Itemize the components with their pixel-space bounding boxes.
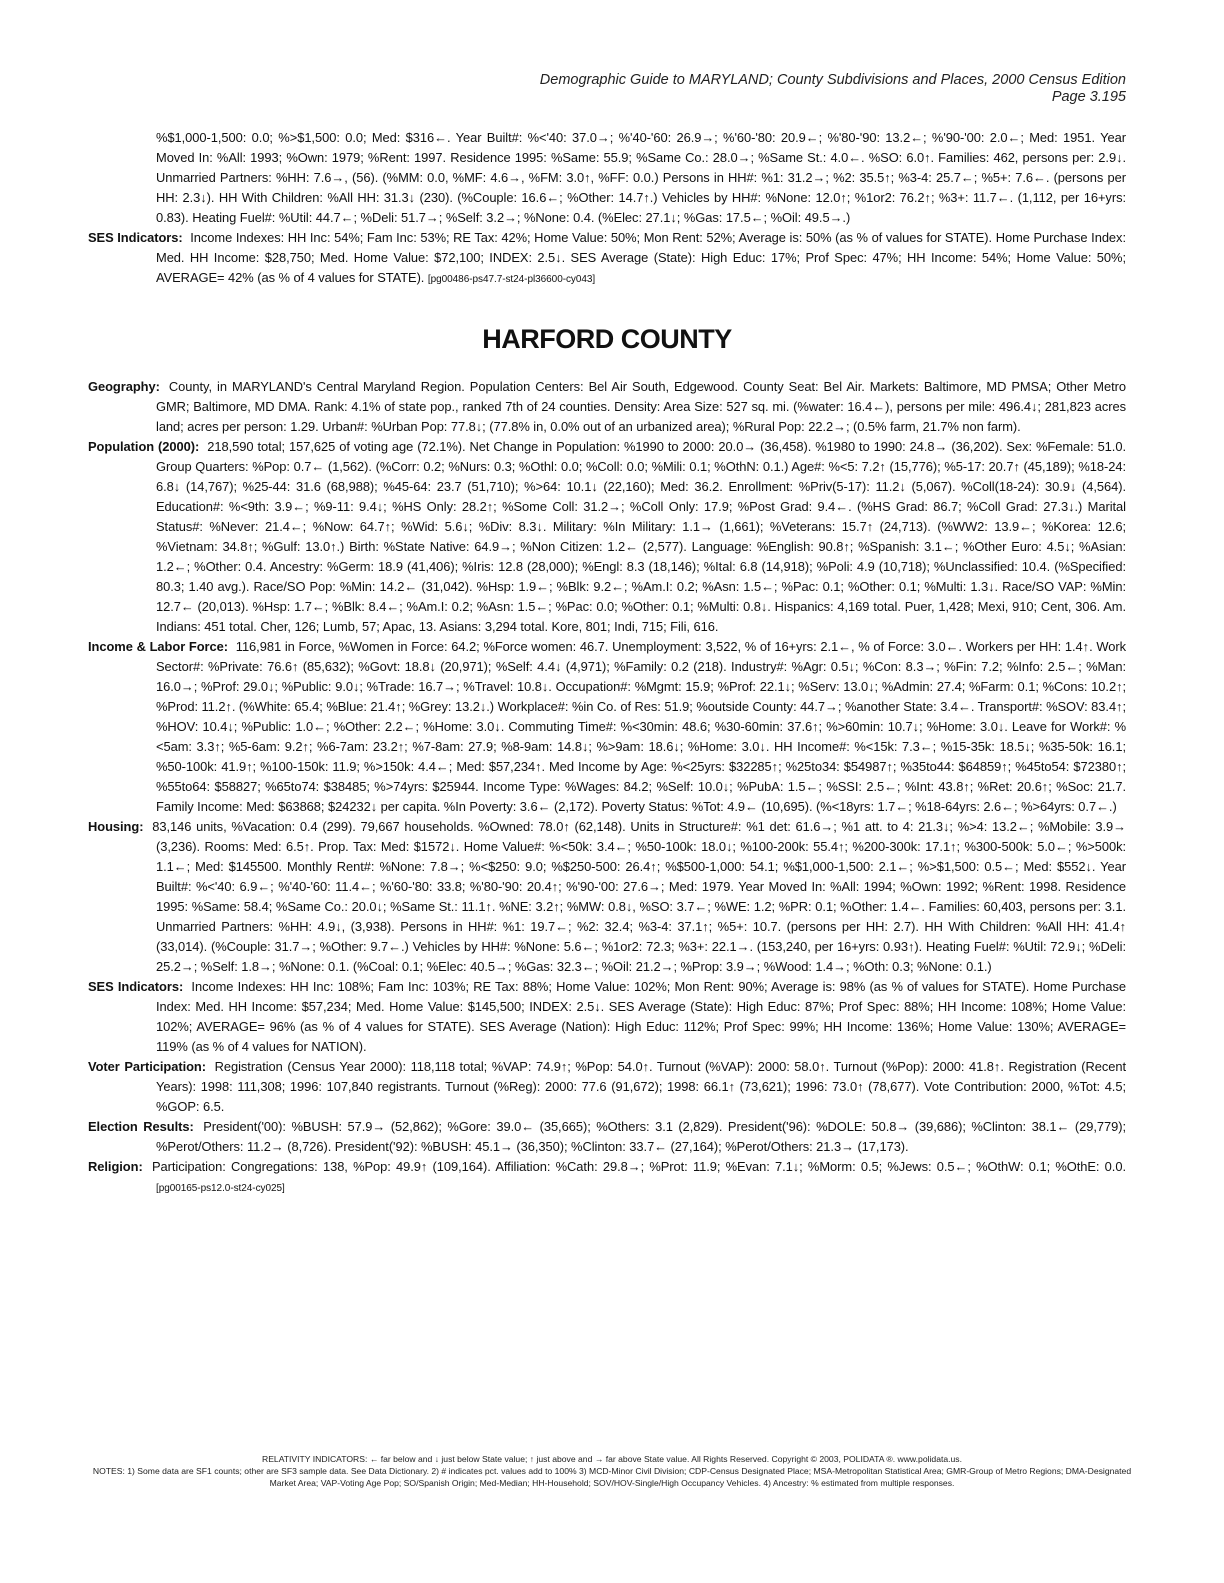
section-text: 218,590 total; 157,625 of voting age (72.1%). Net Change in Population: %1990 to 2000: 20.0→ (36,458). %1980 to 1990: 24.8→ (36,202). Sex: %Female: 51.0. Group Quarters: %Pop: 0.7← (1,562). (%Corr: 0.2; %Nurs: 0.3; %Othl: 0.0; %Coll: 0.0; %Mili: 0.1; %OthN: 0.1.) Age#: %<5: 7.2↑ (15,776); %5-17: 20.7↑ (45,189); %18-24: 6.8↓ (14,767); %25-44: 31.6 (68,988); %45-64: 23.7 (51,710); %>64: 10.1↓ (22,160); Med: 36.2. Enrollment: %Priv(5-17): 11.2↓ (5,067). %Coll(18-24): 30.9↓ (4,564). Education#: %<9th: 3.9←; %9-11: 9.4↓; %HS Only: 28.2↑; %Some Coll: 31.2→; %Coll Only: 17.9; %Post Grad: 9.4←. (%HS Grad: 86.7; %Coll Grad: 27.3↓.) Marital Status#: %Never: 21.4←; %Now: 64.7↑; %Wid: 5.6↓; %Div: 8.3↓. Military: %In Military: 1.1→ (1,661); %Veterans: 15.7↑ (24,713). (%WW2: 13.9←; %Korea: 12.6; %Vietnam: 34.8↑; %Gulf: 13.0↑.) Birth: %State Native: 64.9→; %Non Citizen: 1.2← (2,577). Language: %English: 90.8↑; %Spanish: 3.1←; %Other Euro: 4.5↓; %Asian: 1.2←; %Other: 0.4. Ancestry: %Germ: 18.9 (41,406); %Iris: 12.8 (28,000); %Engl: 8.3 (18,146); %Ital: 6.8 (14,918); %Poli: 4.9 (10,718); %Unclassified: 10.4. (%Specified: 80.3; 1.40 avg.). Race/SO Pop: %Min: 14.2← (31,042). %Hsp: 1.9←; %Blk: 9.2←; %Am.I: 0.2; %Asn: 1.5←; %Pac: 0.1; %Other: 0.1; %Multi: 1.3↓. Race/SO VAP: %Min: 12.7← (20,013). %Hsp: 1.7←; %Blk: 8.4←; %Am.I: 0.2; %Asn: 1.5←; %Pac: 0.0; %Other: 0.1; %Multi: 0.8↓. Hispanics: 4,169 total. Puer, 1,428; Mexi, 910; Cent, 306. Am. Indians: 451 total. Cher, 126; Lumb, 57; Apac, 13. Asians: 3,294 total. Kore, 801; Indi, 715; Fili, 616. <box>156 439 1126 634</box>
section-text: Registration (Census Year 2000): 118,118 total; %VAP: 74.9↑; %Pop: 54.0↑. Turnout (%VAP): 2000: 58.0↑. Turnout (%Pop): 2000: 41.8↑. Registration (Recent Years): 1998: 111,308; 1996: 107,840 registrants. Turnout (%Reg): 2000: 77.6 (91,672); 1998: 66.1↑ (73,621); 1996: 73.0↑ (78,677). Vote Contribution: 2000, %Tot: 4.5; %GOP: 6.5. <box>156 1059 1126 1114</box>
previous-place-housing-continuation: %$1,000-1,500: 0.0; %>$1,500: 0.0; Med: $316←. Year Built#: %<'40: 37.0→; %'40-'60: 26.9→; %'60-'80: 20.9←; %'80-'90: 13.2←; %'90-'00: 2.0←; Med: 1951. Year Moved In: %All: 1993; %Own: 1979; %Rent: 1997. Residence 1995: %Same: 55.9; %Same Co.: 28.0→; %Same St.: 4.0←. %SO: 6.0↑. Families: 462, persons per: 2.9↓. Unmarried Partners: %HH: 7.6→, (56). (%MM: 0.0, %MF: 4.6→, %FM: 3.0↑, %FF: 0.0.) Persons in HH#: %1: 31.2→; %2: 35.5↑; %3-4: 25.7←; %5+: 7.6←. (persons per HH: 2.3↓). HH With Children: %All HH: 31.3↓ (230). (%Couple: 16.6←; %Other: 14.7↑.) Vehicles by HH#: %None: 12.0↑; %1or2: 76.2↑; %3+: 11.7←. (1,112, per 16+yrs: 0.83). Heating Fuel#: %Util: 44.7←; %Deli: 51.7→; %Self: 3.2→; %None: 0.4. (%Elec: 27.1↓; %Gas: 17.5←; %Oil: 49.5→.) <box>156 130 1126 225</box>
previous-place-ses-indicators <box>88 228 1126 290</box>
section-label: Population (2000): <box>88 439 200 454</box>
section-label: Religion: <box>88 1159 143 1174</box>
section-text: Income Indexes: HH Inc: 108%; Fam Inc: 103%; RE Tax: 88%; Home Value: 102%; Mon Rent: 90%; Average is: 98% (as % of values for STATE). Home Purchase Index: Med. HH Income: $57,234; Med. Home Value: $145,500; INDEX: 2.5↓. SES Average (State): High Educ: 87%; Prof Spec: 88%; HH Income: 108%; Home Value: 102%; AVERAGE= 96% (as % of 4 values for STATE). SES Average (Nation): High Educ: 112%; Prof Spec: 99%; HH Income: 136%; Home Value: 130%; AVERAGE= 119% (as % of 4 values for NATION). <box>156 979 1126 1054</box>
section-label: Voter Participation: <box>88 1059 206 1074</box>
section-label: SES Indicators: <box>88 230 183 245</box>
notes: NOTES: 1) Some data are SF1 counts; other are SF3 sample data. See Data Dictionary. 2) # indicates pct. values add to 100% 3) MCD-Minor Civil Division; CDP-Census Designated Place; MSA-Metropolitan Statistical Area; GMR-Group of Metro Regions; DMA-Designated Market Area; VAP-Voting Age Pop; SO/Spanish Origin; Med-Median; HH-Household; SOV/HOV-Single/High Occupancy Vehicles. 4) Ancestry: % estimated from multiple responses. <box>92 1466 1132 1488</box>
section-label: Income & Labor Force: <box>88 639 229 654</box>
section-label: SES Indicators: <box>88 979 184 994</box>
section-label: Geography: <box>88 379 160 394</box>
reference-code: [pg00486-ps47.7-st24-pl36600-cy043] <box>427 274 596 285</box>
population-section <box>88 437 1126 637</box>
relativity-indicators-note: RELATIVITY INDICATORS: ← far below and ↓ just below State value; ↑ just above and → far above State value. All Rights Reserved. Copyright © 2003, POLIDATA ®. www.polidata.us. <box>261 1454 962 1464</box>
voter-participation-section <box>88 1057 1126 1117</box>
section-text: President('00): %BUSH: 57.9→ (52,862); %Gore: 39.0← (35,665); %Others: 3.1 (2,829). President('96): %DOLE: 50.8→ (39,686); %Clinton: 38.1← (29,779); %Perot/Others: 11.2→ (8,726). President('92): %BUSH: 45.1→ (36,350); %Clinton: 33.7← (27,164); %Perot/Others: 21.3→ (17,173). <box>156 1119 1126 1154</box>
election-results-section <box>88 1117 1126 1157</box>
section-text: Income Indexes: HH Inc: 54%; Fam Inc: 53%; RE Tax: 42%; Home Value: 50%; Mon Rent: 52%; Average is: 50% (as % of values for STATE). Home Purchase Index: Med. HH Income: $28,750; Med. Home Value: $72,100; INDEX: 2.5↓. SES Average (State): High Educ: 17%; Prof Spec: 47%; HH Income: 54%; Home Value: 50%; AVERAGE= 42% (as % of 4 values for STATE). <box>156 230 1126 285</box>
geography-section <box>88 377 1126 437</box>
page-number: Page 3.195 <box>1051 89 1126 105</box>
section-label: Housing: <box>88 819 144 834</box>
religion-section <box>88 1157 1126 1199</box>
section-text: 83,146 units, %Vacation: 0.4 (299). 79,667 households. %Owned: 78.0↑ (62,148). Units in Structure#: %1 det: 61.6→; %1 att. to 4: 21.3↓; %>4: 13.2←; %Mobile: 3.9→ (3,236). Rooms: Med: 6.5↑. Prop. Tax: Med: $1572↓. Home Value#: %<50k: 3.4←; %50-100k: 18.0↓; %100-200k: 55.4↑; %200-300k: 17.1↑; %300-500k: 5.0←; %>500k: 1.1←; Med: $145500. Monthly Rent#: %None: 7.8→; %<$250: 9.0; %$250-500: 26.4↑; %$500-1,000: 54.1; %$1,000-1,500: 2.1←; %>$1,500: 0.5←; Med: $552↓. Year Built#: %<'40: 6.9←; %'40-'60: 11.4←; %'60-'80: 33.8; %'80-'90: 20.4↑; %'90-'00: 27.6→; Med: 1979. Year Moved In: %All: 1994; %Own: 1992; %Rent: 1998. Residence 1995: %Same: 58.4; %Same Co.: 20.0↓; %Same St.: 11.1↑. %NE: 3.2↑; %MW: 0.8↓, %SO: 3.7←; %WE: 1.2; %PR: 0.1; %Other: 1.4←. Families: 60,403, persons per: 3.1. Unmarried Partners: %HH: 4.9↓, (3,938). Persons in HH#: %1: 19.7←; %2: 32.4; %3-4: 37.1↑; %5+: 10.7. (persons per HH: 2.7). HH With Children: %All HH: 41.4↑ (33,014). (%Couple: 31.7→; %Other: 9.7←.) Vehicles by HH#: %None: 5.6←; %1or2: 72.3; %3+: 22.1→. (153,240, per 16+yrs: 0.93↑). Heating Fuel#: %Util: 72.9↓; %Deli: 25.2→; %Self: 1.8→; %None: 0.1. (%Coal: 0.1; %Elec: 40.5→; %Gas: 32.3←; %Oil: 21.2→; %Prop: 3.9→; %Wood: 1.4→; %Oth: 0.3; %None: 0.1.) <box>152 819 1126 974</box>
section-label: Election Results: <box>88 1119 194 1134</box>
county-title: HARFORD COUNTY <box>482 324 732 354</box>
page-header <box>540 72 1126 106</box>
ses-indicators-section <box>88 977 1126 1057</box>
page-content <box>88 128 1126 1199</box>
income-labor-section <box>88 637 1126 817</box>
section-text: 116,981 in Force, %Women in Force: 64.2; %Force women: 46.7. Unemployment: 3,522, % of 16+yrs: 2.1←, % of Force: 3.0←. Workers per HH: 1.4↑. Work Sector#: %Private: 76.6↑ (85,632); %Govt: 18.8↓ (20,971); %Self: 4.4↓ (4,971); %Family: 0.2 (218). Industry#: %Agr: 0.5↓; %Con: 8.3→; %Fin: 7.2; %Info: 2.5←; %Man: 16.0→; %Prof: 29.0↓; %Public: 9.0↓; %Trade: 16.7→; %Travel: 10.8↓. Occupation#: %Mgmt: 15.9; %Prof: 22.1↓; %Serv: 13.0↓; %Admin: 27.4; %Farm: 0.1; %Cons: 10.2↑; %Prod: 11.2↑. (%White: 65.4; %Blue: 21.4↑; %Grey: 13.2↓.) Workplace#: %in Co. of Res: 51.9; %outside County: 44.7→; %another State: 3.4←. Transport#: %SOV: 83.4↑; %HOV: 10.4↓; %Public: 1.0←; %Other: 2.2←; %Home: 3.0↓. Commuting Time#: %<30min: 48.6; %30-60min: 37.6↑; %>60min: 10.7↓; %Home: 3.0↓. Leave for Work#: %<5am: 3.3↑; %5-6am: 9.2↑; %6-7am: 23.2↑; %7-8am: 27.9; %8-9am: 14.8↓; %>9am: 18.6↓; %Home: 3.0↓. HH Income#: %<15k: 7.3←; %15-35k: 18.5↓; %35-50k: 16.1; %50-100k: 41.9↑; %100-150k: 11.9; %>150k: 4.4←; Med: $57,234↑. Med Income by Age: %<25yrs: $32285↑; %25to34: $54987↑; %35to44: $64859↑; %45to54: $72380↑; %55to64: $58827; %65to74: $38485; %>74yrs: $25944. Income Type: %Wages: 84.2; %Self: 10.0↓; %PubA: 1.5←; %SSI: 2.5←; %Int: 43.8↑; %Ret: 20.6↑; %Soc: 21.7. Family Income: Med: $63868; $24232↓ per capita. %In Poverty: 3.6← (2,172). Poverty Status: %Tot: 4.9← (10,695). (%<18yrs: 1.7←; %18-64yrs: 2.6←; %>64yrs: 0.7←.) <box>156 639 1126 814</box>
section-text: County, in MARYLAND's Central Maryland Region. Population Centers: Bel Air South, Edgewood. County Seat: Bel Air. Markets: Baltimore, MD PMSA; Other Metro GMR; Baltimore, MD DMA. Rank: 4.1% of state pop., ranked 7th of 24 counties. Density: Area Size: 527 sq. mi. (%water: 16.4←), persons per mile: 496.4↓; 281,823 acres land; acres per person: 1.29. Urban#: %Urban Pop: 77.8↓; (77.8% in, 0.0% out of an urbanized area); %Rural Pop: 22.2→; (0.5% farm, 21.7% non farm). <box>156 379 1126 434</box>
publication-title: Demographic Guide to MARYLAND; County Subdivisions and Places, 2000 Census Edition <box>539 72 1126 88</box>
section-text: Participation: Congregations: 138, %Pop: 49.9↑ (109,164). Affiliation: %Cath: 29.8→; %Prot: 11.9; %Evan: 7.1↓; %Morm: 0.5; %Jews: 0.5←; %OthW: 0.1; %OthE: 0.0. <box>151 1159 1126 1174</box>
housing-section <box>88 817 1126 977</box>
reference-code: [pg00165-ps12.0-st24-cy025] <box>156 1183 285 1194</box>
page-footer <box>90 1453 1134 1489</box>
